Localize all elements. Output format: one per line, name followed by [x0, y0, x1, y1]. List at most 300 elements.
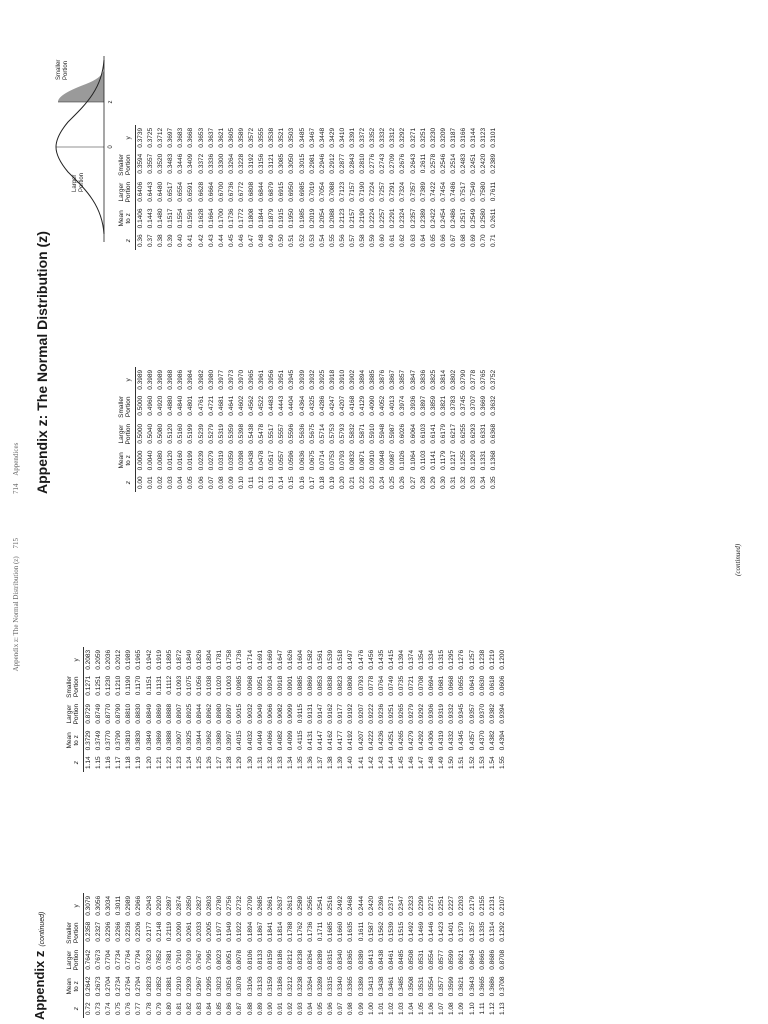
- table-row: [479, 125, 489, 250]
- table-cell: 0.3508: [408, 976, 415, 997]
- table-cell: 0.1554: [177, 208, 185, 229]
- table-row: [478, 647, 488, 772]
- table-cell: 0.9265: [397, 703, 405, 724]
- table-cell: 0.2734: [115, 976, 123, 997]
- table-row: [368, 125, 378, 250]
- table-cell: 0.1435: [377, 649, 385, 670]
- table-cell: 0.4801: [187, 395, 195, 416]
- table-cell: 0.2012: [115, 649, 123, 670]
- table-row: [145, 647, 155, 772]
- table-cell: 0.1151: [145, 675, 153, 696]
- table-cell: 0.4052: [379, 395, 387, 416]
- table-cell: 0.3365: [347, 976, 355, 997]
- table-cell: 1.27: [216, 756, 224, 769]
- table-cell: 0.1635: [347, 921, 355, 942]
- table-cell: 0.8944: [196, 703, 204, 724]
- table-cell: 0.9099: [286, 703, 294, 724]
- table-cell: 0.1669: [266, 649, 274, 670]
- table-cell: 0.0871: [359, 450, 367, 471]
- table-cell: 0.9147: [317, 703, 325, 724]
- table-cell: 0.3050: [288, 153, 296, 174]
- table-cell: 1.46: [408, 756, 415, 769]
- table-row: [387, 647, 397, 772]
- table-cell: 0.1950: [288, 208, 296, 229]
- table-cell: 1.29: [236, 756, 244, 769]
- table-cell: 0.9131: [307, 703, 315, 724]
- table-cell: 0.7794: [135, 949, 143, 970]
- table-cell: 0.3413: [367, 976, 375, 997]
- table-cell: 0.13: [268, 476, 276, 489]
- table-cell: 0.88: [246, 1002, 254, 1015]
- table-cell: 0.4443: [278, 395, 286, 416]
- table-cell: 0.3589: [237, 127, 245, 148]
- table-row: [114, 893, 124, 1018]
- table-cell: 0.3739: [137, 127, 144, 148]
- column-header: Mean to z: [118, 205, 136, 231]
- table-cell: 0.4177: [337, 730, 345, 751]
- table-cell: 0.3352: [369, 127, 377, 148]
- table-cell: 0.09: [227, 476, 235, 489]
- table-cell: 0.3292: [399, 127, 407, 148]
- table-cell: 0.3594: [137, 153, 144, 174]
- table-cell: 0.9207: [357, 703, 365, 724]
- table-row: [175, 647, 185, 772]
- table-cell: 0.32: [460, 476, 467, 489]
- table-cell: 0.3332: [379, 127, 387, 148]
- table-cell: 0.6985: [298, 181, 306, 202]
- table-cell: 0.1357: [468, 921, 476, 942]
- table-cell: 0.0901: [286, 675, 294, 696]
- table-cell: 0.2123: [338, 208, 346, 229]
- table-cell: 0.3166: [460, 127, 467, 148]
- table-cell: 0.2296: [105, 921, 113, 942]
- table-cell: 0.2059: [95, 649, 103, 670]
- table-cell: 0.1497: [347, 649, 355, 670]
- table-cell: 0.3483: [167, 153, 175, 174]
- table-cell: 0.8577: [438, 949, 446, 970]
- table-row: [207, 367, 217, 492]
- table-row: [266, 647, 276, 772]
- table-cell: 0.97: [337, 1002, 345, 1015]
- table-cell: 0.3997: [226, 730, 234, 751]
- table-cell: 0.3977: [217, 369, 225, 390]
- column-header: z: [118, 473, 136, 492]
- table-row: [447, 893, 457, 1018]
- table-cell: 0.8554: [428, 949, 436, 970]
- table-cell: 0.5793: [338, 423, 346, 444]
- table-cell: 1.49: [438, 756, 446, 769]
- table-cell: 0.0918: [276, 675, 284, 696]
- table-cell: 0.3312: [389, 127, 397, 148]
- table-cell: 0.3932: [308, 369, 316, 390]
- table-cell: 0.01: [147, 476, 155, 489]
- table-cell: 0.73: [95, 1002, 103, 1015]
- table-cell: 0.06: [197, 476, 205, 489]
- table-cell: 0.11: [248, 476, 256, 489]
- table-cell: 1.16: [105, 756, 113, 769]
- table-cell: 0.3192: [248, 153, 256, 174]
- table-cell: 1.18: [125, 756, 133, 769]
- table-row: [338, 125, 348, 250]
- table-cell: 0.8708: [498, 949, 506, 970]
- table-cell: 0.6772: [237, 181, 245, 202]
- table-cell: 0.1539: [387, 921, 395, 942]
- table-cell: 0.0832: [348, 450, 356, 471]
- table-cell: 0.1217: [449, 450, 457, 471]
- table-row: [328, 125, 338, 250]
- table-cell: 0.57: [348, 234, 356, 247]
- table-cell: 1.40: [347, 756, 355, 769]
- table-cell: 0.3988: [167, 369, 175, 390]
- table-cell: 1.36: [307, 756, 315, 769]
- table-row: [246, 647, 256, 772]
- table-cell: 0.3011: [115, 895, 123, 916]
- table-cell: 0.2483: [460, 153, 467, 174]
- table-cell: 0.0160: [177, 450, 185, 471]
- appendix-title-text: Appendix z: [32, 950, 47, 1020]
- table-cell: 0.2266: [115, 921, 123, 942]
- table-header-row: [66, 893, 84, 1018]
- table-row: [235, 647, 245, 772]
- table-row: [417, 647, 427, 772]
- table-cell: 0.3962: [206, 730, 214, 751]
- table-cell: 0.2492: [337, 895, 345, 916]
- table-cell: 0.3729: [85, 730, 92, 751]
- table-cell: 0.8686: [488, 949, 496, 970]
- table-cell: 0.6591: [187, 181, 195, 202]
- table-cell: 0.3106: [246, 976, 254, 997]
- appendix-title: Appendix z: The Normal Distribution (z): [34, 231, 50, 494]
- table-cell: 0.3467: [308, 127, 316, 148]
- table-cell: 0.4162: [327, 730, 335, 751]
- table-cell: 0.24: [379, 476, 387, 489]
- table-cell: 0.3599: [448, 976, 456, 997]
- table-cell: 0.8212: [286, 949, 294, 970]
- table-cell: 0.8461: [387, 949, 395, 970]
- table-cell: 0.1647: [276, 649, 284, 670]
- table-row: [427, 647, 437, 772]
- table-cell: 0.0517: [268, 450, 276, 471]
- table-cell: 0.1064: [409, 450, 417, 471]
- table-cell: 0.1762: [296, 921, 304, 942]
- table-cell: 0.2486: [449, 208, 457, 229]
- table-row: [134, 893, 144, 1018]
- table-cell: 0.6628: [197, 181, 205, 202]
- table-cell: 0.2299: [418, 895, 426, 916]
- table-cell: 1.20: [145, 756, 153, 769]
- table-row: [488, 893, 498, 1018]
- table-cell: 0.2107: [498, 895, 506, 916]
- table-cell: 0.6808: [248, 181, 256, 202]
- table-cell: 0.7224: [369, 181, 377, 202]
- table-cell: 0.1788: [286, 921, 294, 942]
- table-cell: 0.4131: [307, 730, 315, 751]
- table-cell: 0.4840: [177, 395, 185, 416]
- table-cell: 0.54: [318, 234, 326, 247]
- table-cell: 0.14: [278, 476, 286, 489]
- table-cell: 1.08: [448, 1002, 456, 1015]
- table-cell: 0.2468: [347, 895, 355, 916]
- table-cell: 0.1443: [147, 208, 155, 229]
- table-cell: 0.5000: [137, 423, 144, 444]
- table-cell: 0.1415: [387, 649, 395, 670]
- table-cell: 0.2514: [449, 153, 457, 174]
- table-cell: 0.9082: [276, 703, 284, 724]
- table-cell: 0.51: [288, 234, 296, 247]
- table-cell: 0.3945: [288, 369, 296, 390]
- table-cell: 0.1517: [167, 208, 175, 229]
- table-row: [377, 893, 387, 1018]
- table-cell: 0.3186: [276, 976, 284, 997]
- table-cell: 0.1922: [236, 921, 244, 942]
- table-cell: 0.7324: [399, 181, 407, 202]
- table-cell: 0.4222: [367, 730, 375, 751]
- table-cell: 0.69: [470, 234, 478, 247]
- table-cell: 0.1700: [217, 208, 225, 229]
- running-head: [12, 437, 20, 494]
- table-cell: 0.1276: [458, 649, 466, 670]
- table-cell: 1.24: [185, 756, 193, 769]
- table-cell: 0.4251: [387, 730, 395, 751]
- table-cell: 0.3156: [258, 153, 266, 174]
- table-cell: 0.0636: [298, 450, 306, 471]
- column-header: y: [118, 367, 136, 393]
- table-cell: 0.9279: [408, 703, 415, 724]
- table-row: [257, 125, 267, 250]
- table-cell: 0.8962: [206, 703, 214, 724]
- column-header: Smaller Portion: [66, 673, 84, 701]
- table-cell: 0.0823: [337, 675, 345, 696]
- table-cell: 0.76: [125, 1002, 133, 1015]
- table-cell: 0.4364: [298, 395, 306, 416]
- table-cell: 0.4286: [318, 395, 326, 416]
- table-row: [175, 893, 185, 1018]
- table-cell: 0.3209: [439, 127, 447, 148]
- table-cell: 0.1190: [125, 675, 133, 696]
- table-cell: 0.9222: [367, 703, 375, 724]
- table-row: [489, 367, 499, 492]
- table-row: [318, 367, 328, 492]
- table-row: [457, 893, 467, 1018]
- table-cell: 0.1379: [458, 921, 466, 942]
- table-cell: 0.1895: [165, 649, 173, 670]
- table-cell: 0.4522: [258, 395, 266, 416]
- table-cell: 0.1255: [460, 450, 467, 471]
- table-cell: 0.3980: [207, 369, 215, 390]
- table-cell: 0.3653: [197, 127, 205, 148]
- table-cell: 0.3683: [177, 127, 185, 148]
- table-cell: 0.0735: [397, 675, 405, 696]
- table-cell: 0.1354: [418, 649, 426, 670]
- table-cell: 0.3910: [338, 369, 346, 390]
- table-cell: 0.2611: [490, 208, 498, 228]
- table-cell: 0.0606: [498, 675, 506, 696]
- table-cell: 0.5910: [369, 423, 377, 444]
- table-cell: 0.5438: [248, 423, 256, 444]
- table-cell: 0.6064: [409, 423, 417, 444]
- table-row: [155, 893, 165, 1018]
- table-cell: 0.3144: [470, 127, 478, 148]
- table-cell: 0.3520: [157, 153, 165, 174]
- table-cell: 0.3770: [105, 730, 113, 751]
- table-row: [308, 125, 318, 250]
- table-cell: 0.41: [187, 234, 195, 247]
- table-cell: 1.07: [438, 1002, 446, 1015]
- table-cell: 0.6331: [480, 423, 488, 444]
- table-cell: 1.15: [95, 756, 103, 769]
- table-row: [217, 125, 227, 250]
- table-cell: 0.3577: [438, 976, 446, 997]
- table-cell: 0.3051: [226, 976, 234, 997]
- table-cell: 0.1685: [327, 921, 335, 942]
- table-cell: 0.5675: [308, 423, 316, 444]
- table-row: [277, 125, 287, 250]
- table-cell: 0.0987: [389, 450, 397, 471]
- table-cell: 0.7995: [206, 949, 214, 970]
- table-cell: 0.5080: [157, 423, 165, 444]
- table-cell: 0.8869: [155, 703, 163, 724]
- table-row: [469, 125, 479, 250]
- table-cell: 0.1515: [397, 921, 405, 942]
- table-cell: 0.1179: [439, 450, 447, 470]
- table-cell: 0.9177: [337, 703, 345, 724]
- table-cell: 0.8643: [468, 949, 476, 970]
- table-cell: 0.1915: [278, 208, 286, 229]
- table-cell: 1.09: [458, 1002, 466, 1015]
- table-cell: 0.0934: [266, 675, 274, 696]
- table-cell: 0.0398: [237, 450, 245, 471]
- table-cell: 0.9319: [438, 703, 446, 724]
- table-cell: 0.1611: [357, 921, 365, 942]
- table-cell: 0.3980: [216, 730, 224, 751]
- table-cell: 0.1075: [185, 675, 193, 696]
- table-cell: 0.3409: [187, 153, 195, 174]
- table-row: [459, 367, 469, 492]
- table-cell: 0.0080: [157, 450, 165, 471]
- table-cell: 0.1251: [95, 675, 103, 696]
- table-cell: 0.7881: [165, 949, 173, 970]
- table-cell: 0.3271: [409, 127, 417, 148]
- table-cell: 0.7852: [155, 949, 163, 970]
- table-cell: 0.4880: [167, 395, 175, 416]
- table-cell: 0.2673: [95, 976, 103, 997]
- table-cell: 0.7088: [328, 181, 336, 202]
- table-cell: 0.4279: [408, 730, 415, 751]
- table-cell: 0.3228: [237, 153, 245, 174]
- table-cell: 0.9345: [458, 703, 466, 724]
- table-cell: 0.3538: [268, 127, 276, 148]
- table-row: [357, 893, 367, 1018]
- table-row: [276, 647, 286, 772]
- table-cell: 0.1423: [438, 921, 446, 942]
- table-row: [195, 893, 205, 1018]
- table-cell: 0.3085: [278, 153, 286, 174]
- table-cell: 0.3849: [145, 730, 153, 751]
- table-cell: 0.3372: [197, 153, 205, 174]
- table-cell: 0.5160: [177, 423, 185, 444]
- table-cell: 0.4292: [418, 730, 426, 751]
- table-row: [185, 647, 195, 772]
- table-cell: 0.1711: [317, 921, 325, 942]
- table-cell: 0.3821: [439, 395, 447, 416]
- table-cell: 0.28: [419, 476, 427, 489]
- table-row: [367, 893, 377, 1018]
- table-cell: 0.2881: [165, 976, 173, 997]
- table-row: [136, 125, 147, 250]
- table-cell: 1.00: [367, 1002, 375, 1015]
- table-cell: 1.55: [498, 756, 506, 769]
- table-cell: 0.82: [185, 1002, 193, 1015]
- table-cell: 0.56: [338, 234, 346, 247]
- table-cell: 0.0694: [428, 675, 436, 696]
- table-cell: 0.3989: [137, 369, 144, 390]
- table-cell: 0.3264: [227, 153, 235, 174]
- table-cell: 0.75: [115, 1002, 123, 1015]
- table-row: [215, 893, 225, 1018]
- table-cell: 0.2995: [206, 976, 214, 997]
- table-cell: 0.1480: [157, 208, 165, 229]
- table-row: [256, 647, 266, 772]
- table-row: [205, 647, 215, 772]
- table-cell: 0.4404: [288, 395, 296, 416]
- table-cell: 0.8264: [307, 949, 315, 970]
- table-row: [328, 367, 338, 492]
- table-cell: 0.95: [317, 1002, 325, 1015]
- running-head-text: Appendices: [12, 442, 20, 476]
- table-cell: 0.1374: [408, 649, 415, 670]
- table-cell: 0.2803: [206, 895, 214, 916]
- table-cell: 0.4681: [217, 395, 225, 416]
- table-cell: 1.19: [135, 756, 143, 769]
- table-cell: 1.25: [196, 756, 204, 769]
- table-cell: 0.30: [439, 476, 447, 489]
- table-cell: 0.25: [389, 476, 397, 489]
- table-cell: 0.1867: [256, 921, 264, 942]
- table-cell: 0.3238: [296, 976, 304, 997]
- table-cell: 0.3669: [480, 395, 488, 416]
- table-cell: 0.2967: [196, 976, 204, 997]
- table-row: [378, 367, 388, 492]
- table-cell: 0.3340: [337, 976, 345, 997]
- table-cell: 0.35: [490, 476, 498, 489]
- z-table-column: [66, 647, 508, 772]
- table-row: [346, 893, 356, 1018]
- table-cell: 0.3056: [95, 895, 103, 916]
- table-row: [165, 893, 175, 1018]
- table-cell: 0.2190: [359, 208, 367, 229]
- table-cell: 0.9015: [236, 703, 244, 724]
- table-cell: 0.1814: [276, 921, 284, 942]
- table-cell: 0.2613: [286, 895, 294, 916]
- table-cell: 0.1315: [438, 649, 446, 670]
- table-cell: 0.2946: [318, 153, 326, 174]
- table-cell: 0.3015: [298, 153, 306, 174]
- column-header: Mean to z: [66, 727, 84, 753]
- table-cell: 0.3961: [258, 369, 266, 390]
- table-row: [247, 367, 257, 492]
- table-row: [145, 893, 155, 1018]
- column-header: y: [66, 893, 84, 919]
- table-cell: 1.01: [377, 1002, 385, 1015]
- table-cell: 0.3429: [328, 127, 336, 148]
- z-table: [66, 647, 508, 772]
- table-cell: 0.1293: [470, 450, 478, 471]
- table-row: [298, 367, 308, 492]
- table-row: [235, 893, 245, 1018]
- table-cell: 0.3485: [298, 127, 306, 148]
- table-cell: 0.4394: [498, 730, 506, 751]
- table-cell: 0.3668: [187, 127, 195, 148]
